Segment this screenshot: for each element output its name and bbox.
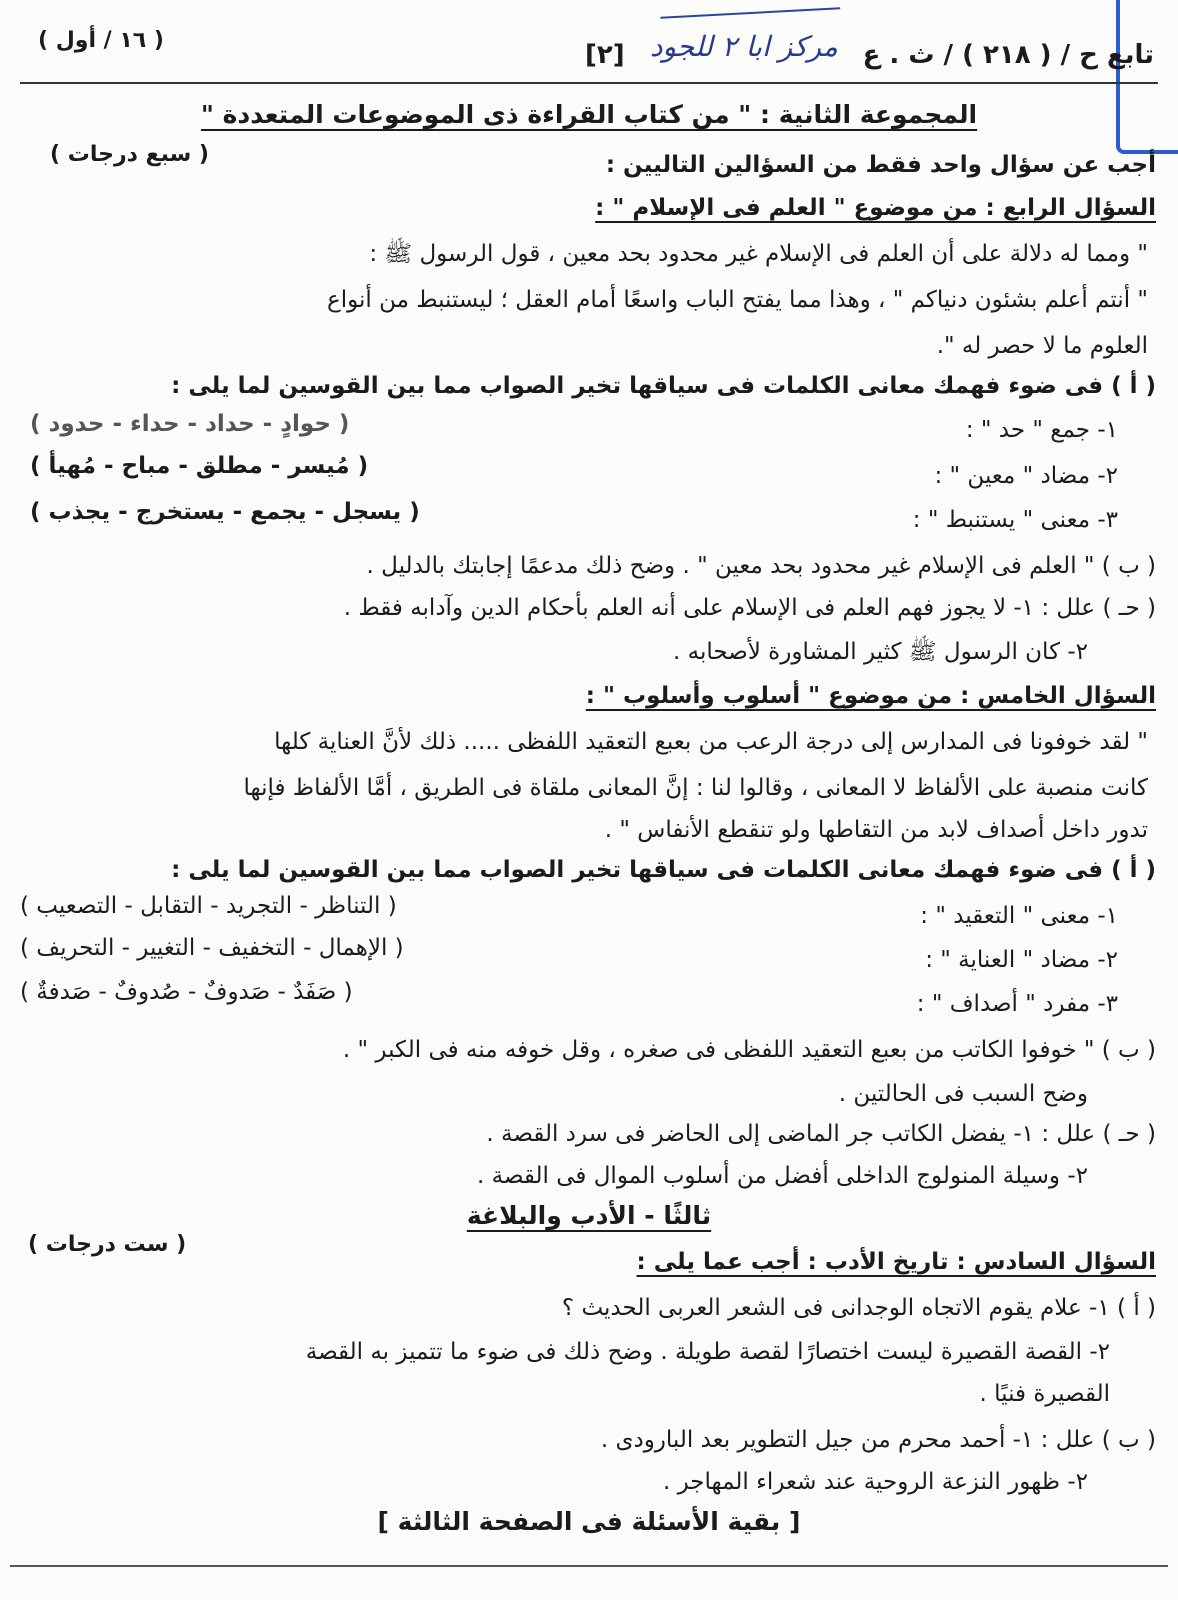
q5-item-1: ١- معنى " التعقيد " : bbox=[920, 903, 1118, 929]
top-scribble bbox=[660, 0, 840, 19]
q5-passage-2: كانت منصبة على الألفاظ لا المعانى ، وقالوا لنا : إنَّ المعانى ملقاة فى الطريق ، أمَّا الألفاظ فإنها bbox=[243, 775, 1148, 801]
q5-options-1: ( التناظر - التجريد - التقابل - التصعيب ) bbox=[20, 893, 397, 919]
grade-seven: ( سبع درجات ) bbox=[50, 142, 209, 167]
q4-options-2: ( مُيسر - مطلق - مباح - مُهيأ ) bbox=[30, 453, 369, 479]
header-rule bbox=[20, 82, 1158, 84]
instruction: أجب عن سؤال واحد فقط من السؤالين التاليين : bbox=[605, 152, 1156, 178]
q5-c2: ٢- وسيلة المنولوج الداخلى أفضل من أسلوب الموال فى القصة . bbox=[477, 1163, 1088, 1189]
q6-a2: ٢- القصة القصيرة ليست اختصارًا لقصة طويلة . وضح ذلك فى ضوء ما تتميز به القصة bbox=[305, 1339, 1110, 1365]
q4-b: ( ب ) " العلم فى الإسلام غير محدود بحد معين " . وضح ذلك مدعمًا إجابتك بالدليل . bbox=[366, 553, 1156, 579]
q4-passage-2: " أنتم أعلم بشئون دنياكم " ، وهذا مما يفتح الباب واسعًا أمام العقل ؛ ليستنبط من أنواع bbox=[327, 287, 1148, 313]
q6-b2: ٢- ظهور النزعة الروحية عند شعراء المهاجر . bbox=[662, 1469, 1088, 1495]
q6-b1: ( ب ) علل : ١- أحمد محرم من جيل التطوير بعد البارودى . bbox=[600, 1427, 1156, 1453]
grade-six: ( ست درجات ) bbox=[28, 1232, 187, 1257]
q6-title: السؤال السادس : تاريخ الأدب : أجب عما يلى : bbox=[636, 1249, 1156, 1275]
page-number: [٢] bbox=[585, 40, 625, 70]
q4-item-3: ٣- معنى " يستنبط " : bbox=[912, 507, 1118, 533]
exam-code: تابع ح / ( ٢١٨ ) / ث . ع bbox=[862, 40, 1154, 70]
section-three-title: ثالثًا - الأدب والبلاغة bbox=[466, 1201, 712, 1230]
footer-note: [ بقية الأسئلة فى الصفحة الثالثة ] bbox=[377, 1507, 801, 1536]
q5-a-prompt: ( أ ) فى ضوء فهمك معانى الكلمات فى سياقها تخير الصواب مما بين القوسين لما يلى : bbox=[171, 857, 1156, 883]
q4-a-prompt: ( أ ) فى ضوء فهمك معانى الكلمات فى سياقها تخير الصواب مما بين القوسين لما يلى : bbox=[171, 373, 1156, 399]
q4-item-1: ١- جمع " حد " : bbox=[965, 417, 1118, 443]
q5-b1: ( ب ) " خوفوا الكاتب من بعبع التعقيد اللفظى فى صغره ، وقل خوفه منه فى الكبر " . bbox=[342, 1037, 1156, 1063]
q5-options-3: ( صَفَدٌ - صَدوفٌ - صُدوفٌ - صَدفةٌ ) bbox=[20, 979, 353, 1005]
q5-passage-1: " لقد خوفونا فى المدارس إلى درجة الرعب من بعبع التعقيد اللفظى ..... ذلك لأنَّ العناية كلها bbox=[274, 729, 1148, 755]
q6-a2b: القصيرة فنيًا . bbox=[979, 1381, 1110, 1407]
q4-item-2: ٢- مضاد " معين " : bbox=[934, 463, 1118, 489]
q5-item-2: ٢- مضاد " العناية " : bbox=[925, 947, 1118, 973]
q4-c2: ٢- كان الرسول ﷺ كثير المشاورة لأصحابه . bbox=[673, 639, 1088, 665]
q4-passage-3: العلوم ما لا حصر له ". bbox=[936, 333, 1148, 359]
q6-a1: ( أ ) ١- علام يقوم الاتجاه الوجدانى فى الشعر العربى الحديث ؟ bbox=[561, 1295, 1156, 1321]
q4-title: السؤال الرابع : من موضوع " العلم فى الإسلام " : bbox=[595, 195, 1156, 221]
q5-options-2: ( الإهمال - التخفيف - التغيير - التحريف ) bbox=[20, 935, 404, 961]
group-title: المجموعة الثانية : " من كتاب القراءة ذى الموضوعات المتعددة " bbox=[200, 100, 978, 129]
q4-passage-1: " ومما له دلالة على أن العلم فى الإسلام غير محدود بحد معين ، قول الرسول ﷺ : bbox=[369, 241, 1148, 267]
footer-rule bbox=[10, 1565, 1168, 1567]
q4-c1: ( حـ ) علل : ١- لا يجوز فهم العلم فى الإسلام على أنه العلم بأحكام الدين وآدابه فقط . bbox=[343, 595, 1156, 621]
q5-item-3: ٣- مفرد " أصداف " : bbox=[916, 991, 1118, 1017]
q5-passage-3: تدور داخل أصداف لابد من التقاطها ولو تنقطع الأنفاس " . bbox=[604, 817, 1148, 843]
handwritten-note: مركز ابا ٢ للجود bbox=[650, 30, 838, 63]
q5-b2: وضح السبب فى الحالتين . bbox=[838, 1081, 1088, 1107]
page-label: ( ١٦ / أول ) bbox=[38, 28, 164, 53]
q5-c1: ( حـ ) علل : ١- يفضل الكاتب جر الماضى إلى الحاضر فى سرد القصة . bbox=[486, 1121, 1156, 1147]
q5-title: السؤال الخامس : من موضوع " أسلوب وأسلوب " : bbox=[585, 683, 1156, 709]
q4-options-1: ( حوادٍ - حداد - حداء - حدود ) bbox=[30, 411, 350, 437]
q4-options-3: ( يسجل - يجمع - يستخرج - يجذب ) bbox=[30, 499, 420, 525]
